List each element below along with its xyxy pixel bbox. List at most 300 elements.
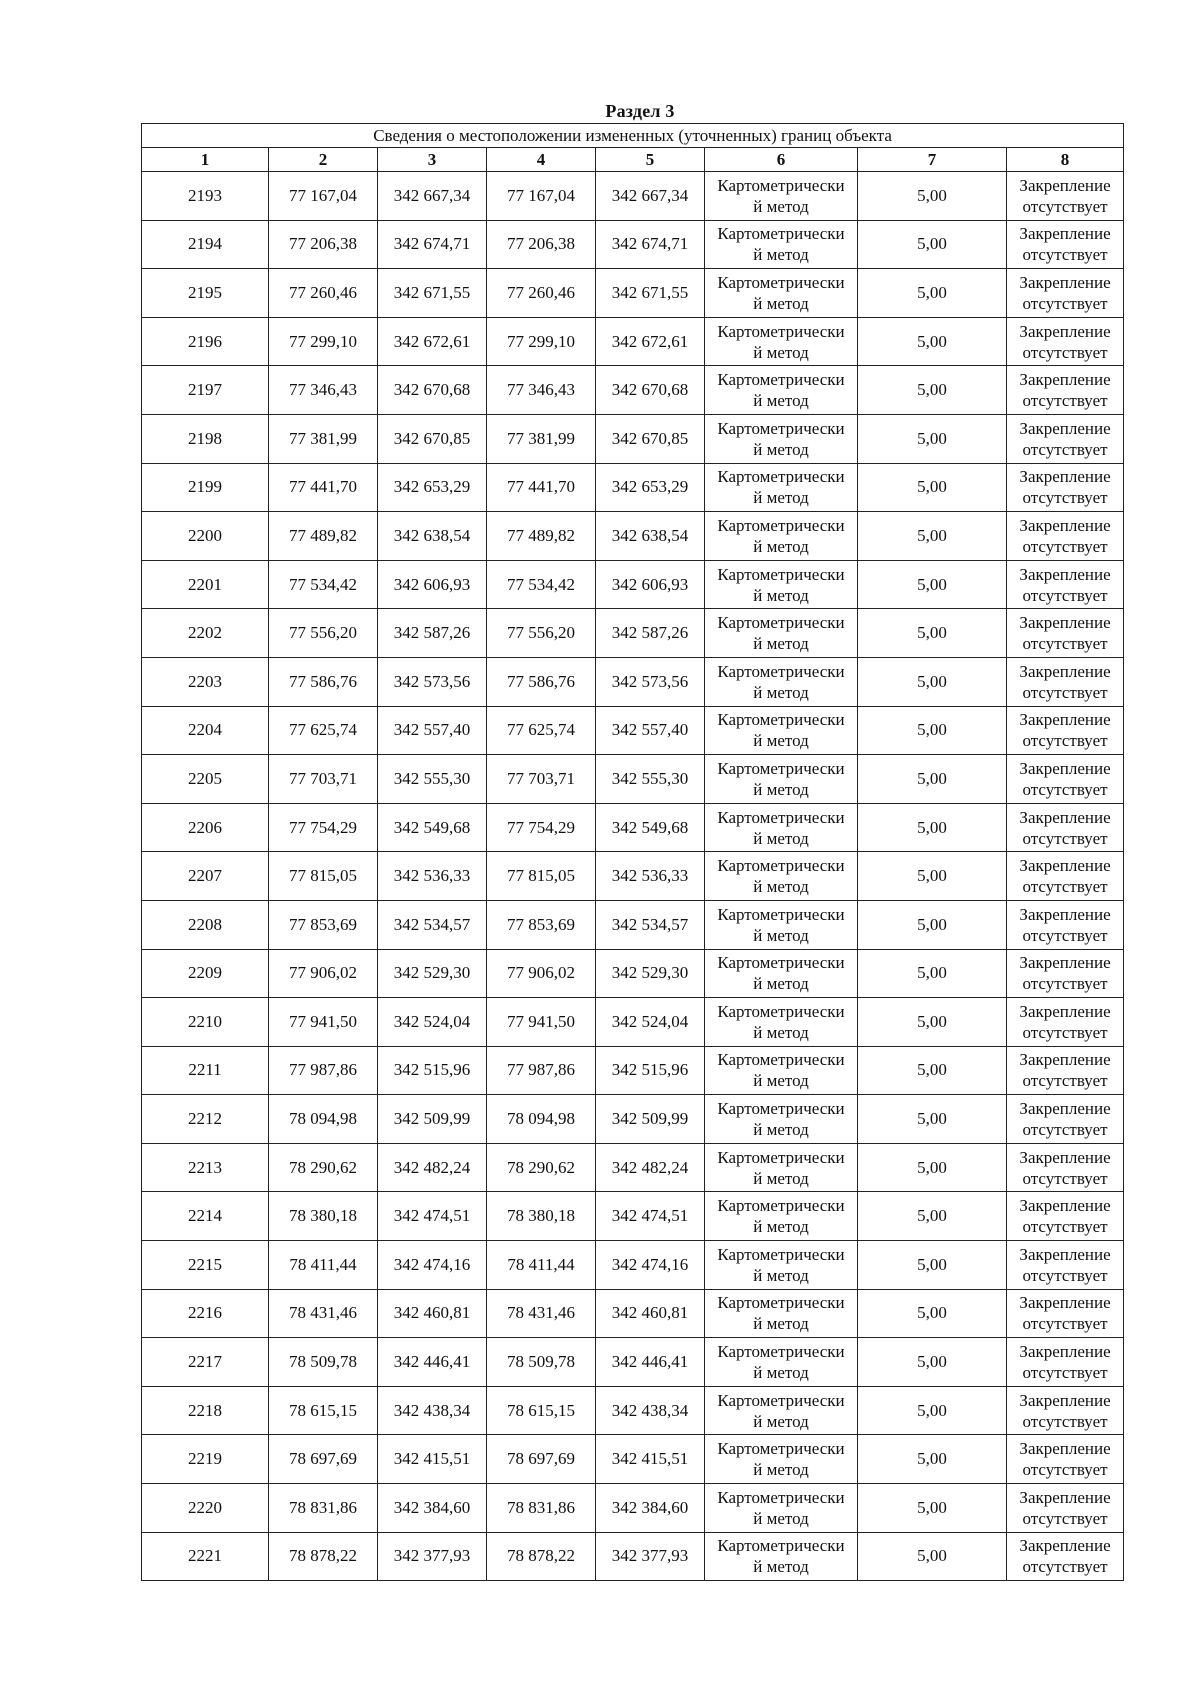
section-title: Раздел 3 [605, 101, 675, 121]
coord-x-refined: 77 625,74 [487, 706, 596, 755]
coord-x-refined: 77 299,10 [487, 317, 596, 366]
accuracy-value: 5,00 [858, 317, 1007, 366]
coord-y-refined: 342 670,68 [596, 366, 705, 415]
fixing-cell [1007, 317, 1124, 366]
method-cell [705, 609, 858, 658]
coord-y-existing: 342 653,29 [378, 463, 487, 512]
fixing-line: отсутствует [1022, 1508, 1108, 1528]
coord-x-refined: 78 411,44 [487, 1241, 596, 1290]
fixing-line: отсутствует [1022, 391, 1108, 411]
table-row [142, 512, 1124, 561]
method-line: й метод [753, 1120, 809, 1140]
method-line: й метод [753, 245, 809, 265]
fixing-cell [1007, 609, 1124, 658]
table-row [142, 998, 1124, 1047]
coord-x-existing: 77 489,82 [269, 512, 378, 561]
method-line: Картометрически [717, 1390, 845, 1410]
coord-x-refined: 77 586,76 [487, 657, 596, 706]
point-number: 2220 [142, 1484, 269, 1533]
point-number: 2196 [142, 317, 269, 366]
coord-y-refined: 342 460,81 [596, 1289, 705, 1338]
point-number: 2193 [142, 172, 269, 221]
fixing-line: отсутствует [1022, 925, 1108, 945]
method-line: Картометрически [717, 1147, 845, 1167]
coord-y-existing: 342 482,24 [378, 1143, 487, 1192]
accuracy-value: 5,00 [858, 949, 1007, 998]
coord-x-existing: 77 167,04 [269, 172, 378, 221]
fixing-line: Закрепление [1019, 1390, 1111, 1410]
fixing-line: Закрепление [1019, 904, 1111, 924]
table-row [142, 560, 1124, 609]
coord-y-existing: 342 377,93 [378, 1532, 487, 1581]
fixing-cell [1007, 1095, 1124, 1144]
method-line: Картометрически [717, 224, 845, 244]
coord-x-existing: 77 299,10 [269, 317, 378, 366]
coord-y-refined: 342 606,93 [596, 560, 705, 609]
coord-x-existing: 78 878,22 [269, 1532, 378, 1581]
fixing-cell [1007, 657, 1124, 706]
table-row [142, 852, 1124, 901]
coord-y-refined: 342 587,26 [596, 609, 705, 658]
accuracy-value: 5,00 [858, 1386, 1007, 1435]
fixing-line: Закрепление [1019, 224, 1111, 244]
method-cell [705, 998, 858, 1047]
coord-x-existing: 78 411,44 [269, 1241, 378, 1290]
accuracy-value: 5,00 [858, 366, 1007, 415]
column-number: 5 [596, 148, 705, 172]
table-row [142, 949, 1124, 998]
method-line: Картометрически [717, 661, 845, 681]
table-row [142, 1435, 1124, 1484]
method-line: Картометрически [717, 613, 845, 633]
fixing-line: Закрепление [1019, 1439, 1111, 1459]
table-row [142, 1095, 1124, 1144]
coord-y-refined: 342 524,04 [596, 998, 705, 1047]
coord-y-existing: 342 674,71 [378, 220, 487, 269]
coord-y-refined: 342 667,34 [596, 172, 705, 221]
coord-x-refined: 77 346,43 [487, 366, 596, 415]
accuracy-value: 5,00 [858, 560, 1007, 609]
coord-x-refined: 77 167,04 [487, 172, 596, 221]
fixing-cell [1007, 1289, 1124, 1338]
fixing-cell [1007, 803, 1124, 852]
point-number: 2206 [142, 803, 269, 852]
coord-x-refined: 77 941,50 [487, 998, 596, 1047]
coord-y-refined: 342 377,93 [596, 1532, 705, 1581]
coord-x-existing: 78 509,78 [269, 1338, 378, 1387]
accuracy-value: 5,00 [858, 1095, 1007, 1144]
method-line: Картометрически [717, 1293, 845, 1313]
coord-x-existing: 78 380,18 [269, 1192, 378, 1241]
point-number: 2204 [142, 706, 269, 755]
method-line: Картометрически [717, 467, 845, 487]
column-number: 6 [705, 148, 858, 172]
coord-x-refined: 77 906,02 [487, 949, 596, 998]
accuracy-value: 5,00 [858, 852, 1007, 901]
coord-x-existing: 77 260,46 [269, 269, 378, 318]
method-cell [705, 269, 858, 318]
coord-y-existing: 342 524,04 [378, 998, 487, 1047]
method-line: й метод [753, 877, 809, 897]
coord-x-existing: 77 754,29 [269, 803, 378, 852]
table-row [142, 657, 1124, 706]
method-cell [705, 1484, 858, 1533]
method-line: Картометрически [717, 515, 845, 535]
fixing-line: Закрепление [1019, 1244, 1111, 1264]
accuracy-value: 5,00 [858, 463, 1007, 512]
method-line: Картометрически [717, 1050, 845, 1070]
table-row [142, 1386, 1124, 1435]
fixing-line: отсутствует [1022, 1071, 1108, 1091]
method-cell [705, 1532, 858, 1581]
coord-x-refined: 77 260,46 [487, 269, 596, 318]
fixing-line: Закрепление [1019, 1196, 1111, 1216]
fixing-line: отсутствует [1022, 536, 1108, 556]
fixing-line: отсутствует [1022, 1460, 1108, 1480]
fixing-cell [1007, 463, 1124, 512]
coord-y-refined: 342 534,57 [596, 900, 705, 949]
table-row [142, 366, 1124, 415]
table-row [142, 414, 1124, 463]
table-row [142, 755, 1124, 804]
coord-x-refined: 78 878,22 [487, 1532, 596, 1581]
fixing-cell [1007, 949, 1124, 998]
column-number: 8 [1007, 148, 1124, 172]
fixing-line: Закрепление [1019, 1050, 1111, 1070]
fixing-cell [1007, 414, 1124, 463]
fixing-line: отсутствует [1022, 488, 1108, 508]
coord-x-refined: 78 380,18 [487, 1192, 596, 1241]
coord-y-refined: 342 509,99 [596, 1095, 705, 1144]
coord-y-existing: 342 670,68 [378, 366, 487, 415]
coord-y-refined: 342 384,60 [596, 1484, 705, 1533]
fixing-cell [1007, 1143, 1124, 1192]
method-line: й метод [753, 1557, 809, 1577]
fixing-line: Закрепление [1019, 1147, 1111, 1167]
table-row [142, 269, 1124, 318]
coord-y-existing: 342 555,30 [378, 755, 487, 804]
coord-x-existing: 78 615,15 [269, 1386, 378, 1435]
method-cell [705, 1241, 858, 1290]
table-row [142, 900, 1124, 949]
accuracy-value: 5,00 [858, 900, 1007, 949]
table-caption: Сведения о местоположении измененных (уточненных) границ объекта [142, 124, 1124, 148]
method-cell [705, 1095, 858, 1144]
fixing-line: отсутствует [1022, 342, 1108, 362]
coord-y-existing: 342 534,57 [378, 900, 487, 949]
table-row [142, 1241, 1124, 1290]
coord-y-refined: 342 557,40 [596, 706, 705, 755]
table-row [142, 1532, 1124, 1581]
fixing-line: отсутствует [1022, 1217, 1108, 1237]
method-line: й метод [753, 293, 809, 313]
method-line: Картометрически [717, 1342, 845, 1362]
method-line: й метод [753, 634, 809, 654]
coord-y-refined: 342 515,96 [596, 1046, 705, 1095]
coord-x-existing: 78 290,62 [269, 1143, 378, 1192]
coord-x-existing: 78 831,86 [269, 1484, 378, 1533]
coord-y-refined: 342 474,51 [596, 1192, 705, 1241]
fixing-line: Закрепление [1019, 710, 1111, 730]
point-number: 2214 [142, 1192, 269, 1241]
coord-x-existing: 77 556,20 [269, 609, 378, 658]
method-line: й метод [753, 488, 809, 508]
table-row [142, 1192, 1124, 1241]
method-line: й метод [753, 1217, 809, 1237]
coord-x-existing: 77 987,86 [269, 1046, 378, 1095]
table-row [142, 1338, 1124, 1387]
fixing-line: Закрепление [1019, 1536, 1111, 1556]
method-line: Картометрически [717, 272, 845, 292]
method-line: й метод [753, 1022, 809, 1042]
table-row [142, 1289, 1124, 1338]
point-number: 2200 [142, 512, 269, 561]
coord-x-existing: 77 206,38 [269, 220, 378, 269]
method-cell [705, 414, 858, 463]
method-line: й метод [753, 731, 809, 751]
fixing-cell [1007, 1046, 1124, 1095]
method-line: й метод [753, 196, 809, 216]
fixing-line: отсутствует [1022, 1120, 1108, 1140]
fixing-line: Закрепление [1019, 1099, 1111, 1119]
coord-x-refined: 78 831,86 [487, 1484, 596, 1533]
method-line: й метод [753, 391, 809, 411]
coord-y-existing: 342 515,96 [378, 1046, 487, 1095]
coord-y-refined: 342 482,24 [596, 1143, 705, 1192]
method-line: й метод [753, 1314, 809, 1334]
coord-x-existing: 77 346,43 [269, 366, 378, 415]
method-cell [705, 1046, 858, 1095]
fixing-line: отсутствует [1022, 1168, 1108, 1188]
coord-y-existing: 342 509,99 [378, 1095, 487, 1144]
point-number: 2194 [142, 220, 269, 269]
method-line: Картометрически [717, 175, 845, 195]
coord-x-refined: 77 754,29 [487, 803, 596, 852]
coord-x-refined: 78 615,15 [487, 1386, 596, 1435]
fixing-line: Закрепление [1019, 515, 1111, 535]
coord-y-refined: 342 674,71 [596, 220, 705, 269]
method-line: й метод [753, 682, 809, 702]
coord-x-refined: 77 703,71 [487, 755, 596, 804]
fixing-line: отсутствует [1022, 585, 1108, 605]
method-cell [705, 560, 858, 609]
accuracy-value: 5,00 [858, 172, 1007, 221]
method-line: й метод [753, 779, 809, 799]
table-row [142, 172, 1124, 221]
coord-x-existing: 77 586,76 [269, 657, 378, 706]
fixing-line: Закрепление [1019, 418, 1111, 438]
point-number: 2213 [142, 1143, 269, 1192]
method-line: й метод [753, 342, 809, 362]
method-line: й метод [753, 585, 809, 605]
accuracy-value: 5,00 [858, 1289, 1007, 1338]
fixing-line: отсутствует [1022, 634, 1108, 654]
coord-y-existing: 342 536,33 [378, 852, 487, 901]
point-number: 2197 [142, 366, 269, 415]
coord-x-refined: 77 381,99 [487, 414, 596, 463]
fixing-line: Закрепление [1019, 370, 1111, 390]
coord-x-refined: 78 697,69 [487, 1435, 596, 1484]
fixing-line: Закрепление [1019, 661, 1111, 681]
point-number: 2203 [142, 657, 269, 706]
table-row [142, 220, 1124, 269]
column-number: 3 [378, 148, 487, 172]
method-line: Картометрически [717, 1536, 845, 1556]
point-number: 2212 [142, 1095, 269, 1144]
coord-x-existing: 77 941,50 [269, 998, 378, 1047]
method-line: Картометрически [717, 564, 845, 584]
fixing-cell [1007, 512, 1124, 561]
coord-y-refined: 342 671,55 [596, 269, 705, 318]
coord-x-existing: 77 625,74 [269, 706, 378, 755]
column-number: 4 [487, 148, 596, 172]
method-line: Картометрически [717, 1001, 845, 1021]
fixing-line: Закрепление [1019, 1293, 1111, 1313]
table-row [142, 706, 1124, 755]
method-line: й метод [753, 1411, 809, 1431]
coord-y-existing: 342 415,51 [378, 1435, 487, 1484]
accuracy-value: 5,00 [858, 512, 1007, 561]
fixing-cell [1007, 706, 1124, 755]
accuracy-value: 5,00 [858, 657, 1007, 706]
coord-x-existing: 77 441,70 [269, 463, 378, 512]
fixing-cell [1007, 1386, 1124, 1435]
method-line: Картометрически [717, 370, 845, 390]
table-row [142, 463, 1124, 512]
fixing-cell [1007, 172, 1124, 221]
coord-y-refined: 342 555,30 [596, 755, 705, 804]
column-number: 1 [142, 148, 269, 172]
coord-y-refined: 342 446,41 [596, 1338, 705, 1387]
fixing-line: отсутствует [1022, 1314, 1108, 1334]
fixing-cell [1007, 1532, 1124, 1581]
method-cell [705, 1338, 858, 1387]
fixing-line: Закрепление [1019, 564, 1111, 584]
method-line: й метод [753, 828, 809, 848]
coord-y-existing: 342 573,56 [378, 657, 487, 706]
fixing-line: отсутствует [1022, 974, 1108, 994]
method-cell [705, 949, 858, 998]
coord-y-refined: 342 536,33 [596, 852, 705, 901]
coord-y-refined: 342 549,68 [596, 803, 705, 852]
method-line: Картометрически [717, 418, 845, 438]
coord-x-refined: 77 815,05 [487, 852, 596, 901]
coord-x-existing: 77 381,99 [269, 414, 378, 463]
fixing-line: отсутствует [1022, 1265, 1108, 1285]
column-number: 2 [269, 148, 378, 172]
method-line: Картометрически [717, 321, 845, 341]
fixing-cell [1007, 1241, 1124, 1290]
accuracy-value: 5,00 [858, 414, 1007, 463]
method-line: й метод [753, 1460, 809, 1480]
fixing-line: Закрепление [1019, 321, 1111, 341]
method-cell [705, 512, 858, 561]
boundary-coordinates-table [141, 123, 1124, 1581]
accuracy-value: 5,00 [858, 803, 1007, 852]
method-cell [705, 657, 858, 706]
point-number: 2215 [142, 1241, 269, 1290]
table-row [142, 317, 1124, 366]
coord-x-existing: 77 703,71 [269, 755, 378, 804]
point-number: 2199 [142, 463, 269, 512]
coord-y-existing: 342 549,68 [378, 803, 487, 852]
fixing-line: отсутствует [1022, 293, 1108, 313]
method-line: й метод [753, 1071, 809, 1091]
accuracy-value: 5,00 [858, 1484, 1007, 1533]
table-row [142, 803, 1124, 852]
method-line: й метод [753, 1168, 809, 1188]
method-line: Картометрически [717, 710, 845, 730]
coord-x-refined: 78 431,46 [487, 1289, 596, 1338]
method-line: Картометрически [717, 807, 845, 827]
fixing-cell [1007, 852, 1124, 901]
fixing-line: Закрепление [1019, 807, 1111, 827]
point-number: 2195 [142, 269, 269, 318]
column-number: 7 [858, 148, 1007, 172]
fixing-line: отсутствует [1022, 1557, 1108, 1577]
fixing-line: Закрепление [1019, 1342, 1111, 1362]
point-number: 2210 [142, 998, 269, 1047]
method-line: й метод [753, 974, 809, 994]
column-number-row [142, 148, 1124, 172]
method-line: Картометрически [717, 1487, 845, 1507]
fixing-line: Закрепление [1019, 613, 1111, 633]
fixing-line: Закрепление [1019, 272, 1111, 292]
coord-y-existing: 342 557,40 [378, 706, 487, 755]
point-number: 2219 [142, 1435, 269, 1484]
fixing-line: отсутствует [1022, 196, 1108, 216]
table-row [142, 1484, 1124, 1533]
fixing-cell [1007, 269, 1124, 318]
fixing-line: Закрепление [1019, 1487, 1111, 1507]
point-number: 2208 [142, 900, 269, 949]
accuracy-value: 5,00 [858, 1192, 1007, 1241]
accuracy-value: 5,00 [858, 269, 1007, 318]
method-cell [705, 900, 858, 949]
accuracy-value: 5,00 [858, 706, 1007, 755]
fixing-cell [1007, 998, 1124, 1047]
coord-y-existing: 342 474,51 [378, 1192, 487, 1241]
fixing-line: Закрепление [1019, 467, 1111, 487]
coord-y-existing: 342 671,55 [378, 269, 487, 318]
accuracy-value: 5,00 [858, 1143, 1007, 1192]
coord-x-refined: 77 534,42 [487, 560, 596, 609]
method-line: Картометрически [717, 1099, 845, 1119]
coord-x-refined: 77 556,20 [487, 609, 596, 658]
method-line: й метод [753, 1265, 809, 1285]
table-row [142, 1046, 1124, 1095]
coord-y-existing: 342 474,16 [378, 1241, 487, 1290]
accuracy-value: 5,00 [858, 609, 1007, 658]
fixing-cell [1007, 900, 1124, 949]
coord-x-existing: 78 697,69 [269, 1435, 378, 1484]
method-line: й метод [753, 439, 809, 459]
point-number: 2198 [142, 414, 269, 463]
method-cell [705, 172, 858, 221]
coord-x-refined: 78 094,98 [487, 1095, 596, 1144]
fixing-cell [1007, 755, 1124, 804]
method-line: й метод [753, 536, 809, 556]
coord-y-refined: 342 653,29 [596, 463, 705, 512]
point-number: 2202 [142, 609, 269, 658]
method-cell [705, 463, 858, 512]
method-cell [705, 1192, 858, 1241]
point-number: 2209 [142, 949, 269, 998]
coord-y-existing: 342 606,93 [378, 560, 487, 609]
coord-x-refined: 77 987,86 [487, 1046, 596, 1095]
coord-y-existing: 342 670,85 [378, 414, 487, 463]
coord-x-existing: 77 906,02 [269, 949, 378, 998]
